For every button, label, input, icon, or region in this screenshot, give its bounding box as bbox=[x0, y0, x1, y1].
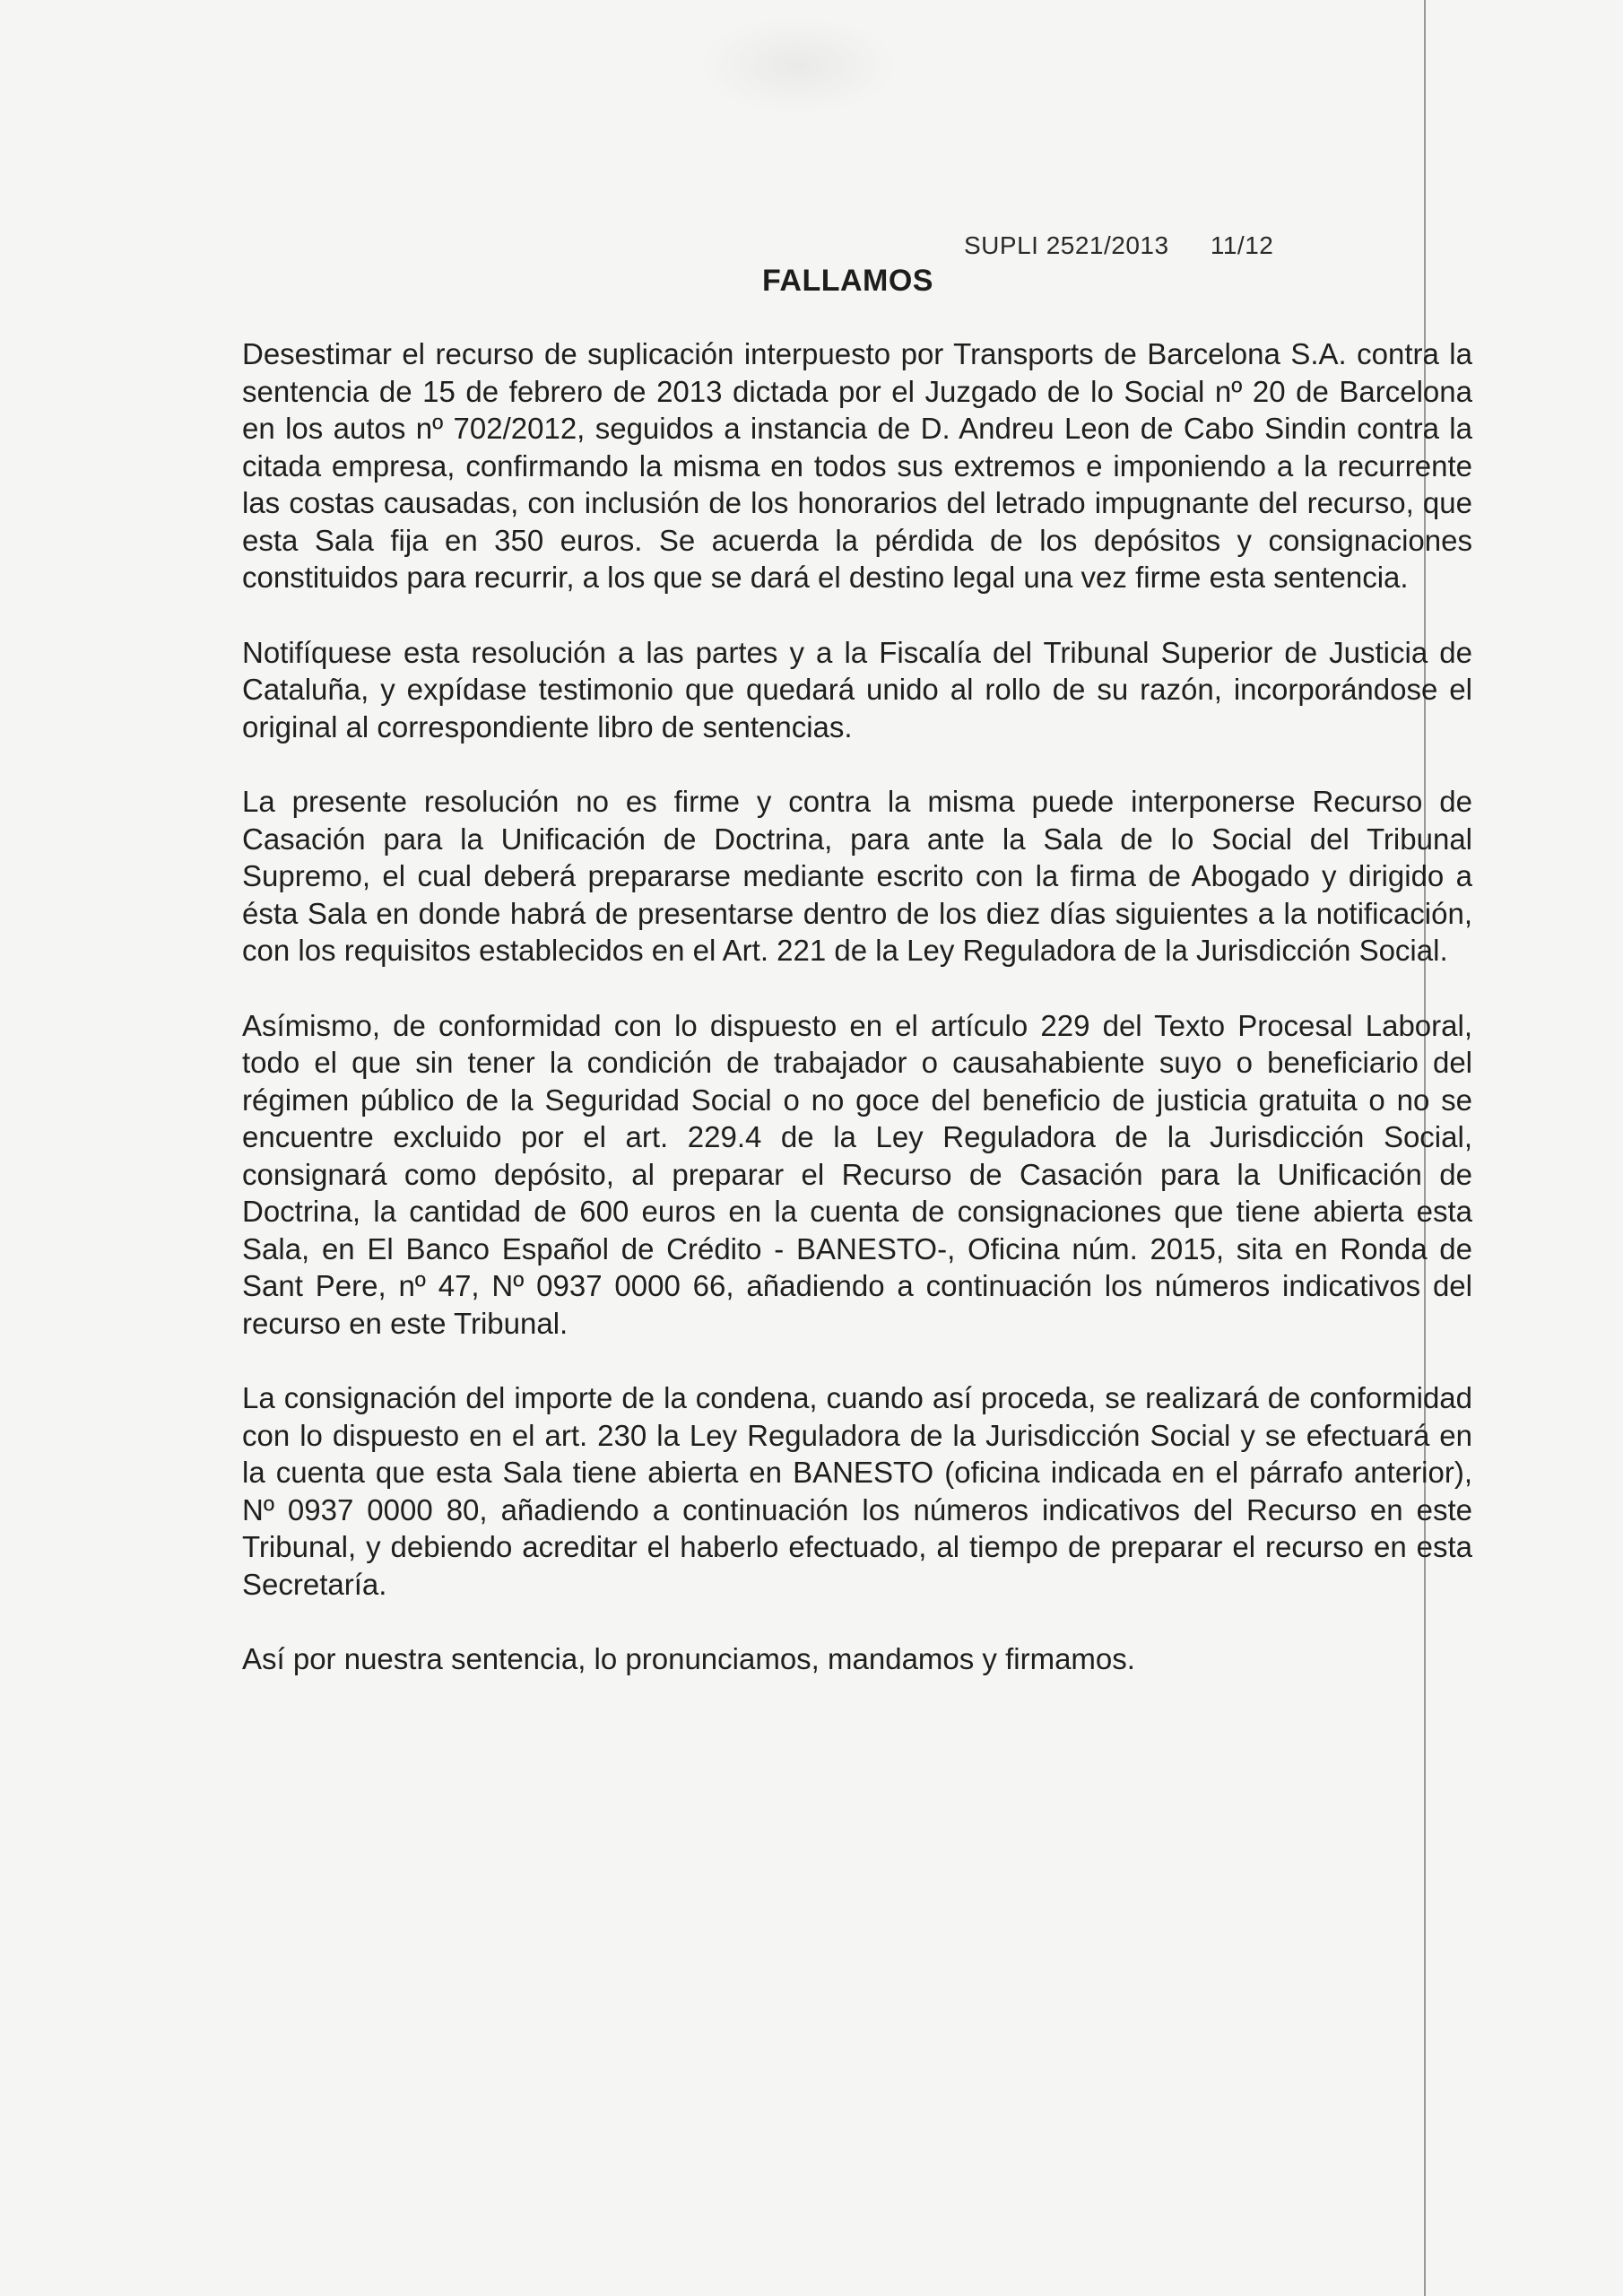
paragraph-consignment: La consignación del importe de la condena, cuando así proceda, se realizará de conformidad con lo dispuesto en el art. 230 la Ley Reguladora de la Jurisdicción Social y se efectuará en la cuenta que esta Sala tiene abierta en BANESTO (oficina indicada en el párrafo anterior), Nº 0937 0000 80, añadiendo a continuación los números indicativos del Recurso en este Tribunal, y debiendo acreditar el haberlo efectuado, al tiempo de preparar el recurso en esta Secretaría. bbox=[242, 1381, 1472, 1601]
document-body bbox=[242, 335, 1472, 1716]
page-number: 11/12 bbox=[1210, 231, 1274, 259]
paragraph-appeal: La presente resolución no es firme y contra la misma puede interponerse Recurso de Casación para la Unificación de Doctrina, para ante la Sala de lo Social del Tribunal Supremo, el cual deberá prepararse mediante escrito con la firma de Abogado y dirigido a ésta Sala en donde habrá de presentarse dentro de los diez días siguientes a la notificación, con los requisitos establecidos en el Art. 221 de la Ley Reguladora de la Jurisdicción Social. bbox=[242, 785, 1472, 967]
scan-smudge bbox=[699, 16, 897, 115]
case-reference: SUPLI 2521/2013 bbox=[964, 231, 1169, 259]
paragraph-notification: Notifíquese esta resolución a las partes y a la Fiscalía del Tribunal Superior de Justicia de Cataluña, y expídase testimonio que quedará unido al rollo de su razón, incorporándose el original al correspondiente libro de sentencias. bbox=[242, 635, 1472, 744]
case-reference-header bbox=[964, 231, 1273, 260]
paragraph-ruling: Desestimar el recurso de suplicación interpuesto por Transports de Barcelona S.A. contra la sentencia de 15 de febrero de 2013 dictada por el Juzgado de lo Social nº 20 de Barcelona en los autos nº 702/2012, seguidos a instancia de D. Andreu Leon de Cabo Sindin contra la citada empresa, confirmando la misma en todos sus extremos e imponiendo a la recurrente las costas causadas, con inclusión de los honorarios del letrado impugnante del recurso, que esta Sala fija en 350 euros. Se acuerda la pérdida de los depósitos y consignaciones constituidos para recurrir, a los que se dará el destino legal una vez firme esta sentencia. bbox=[242, 337, 1472, 594]
document-title: FALLAMOS bbox=[762, 264, 933, 298]
paragraph-closing: Así por nuestra sentencia, lo pronunciamos, mandamos y firmamos. bbox=[242, 1642, 1135, 1675]
paragraph-deposit: Asímismo, de conformidad con lo dispuesto en el artículo 229 del Texto Procesal Laboral, todo el que sin tener la condición de trabajador o causahabiente suyo o beneficiario del régimen público de la Seguridad Social o no goce del beneficio de justicia gratuita o no se encuentre excluido por el art. 229.4 de la Ley Reguladora de la Jurisdicción Social, consignará como depósito, al preparar el Recurso de Casación para la Unificación de Doctrina, la cantidad de 600 euros en la cuenta de consignaciones que tiene abierta esta Sala, en El Banco Español de Crédito - BANESTO-, Oficina núm. 2015, sita en Ronda de Sant Pere, nº 47, Nº 0937 0000 66, añadiendo a continuación los números indicativos del recurso en este Tribunal. bbox=[242, 1008, 1472, 1340]
